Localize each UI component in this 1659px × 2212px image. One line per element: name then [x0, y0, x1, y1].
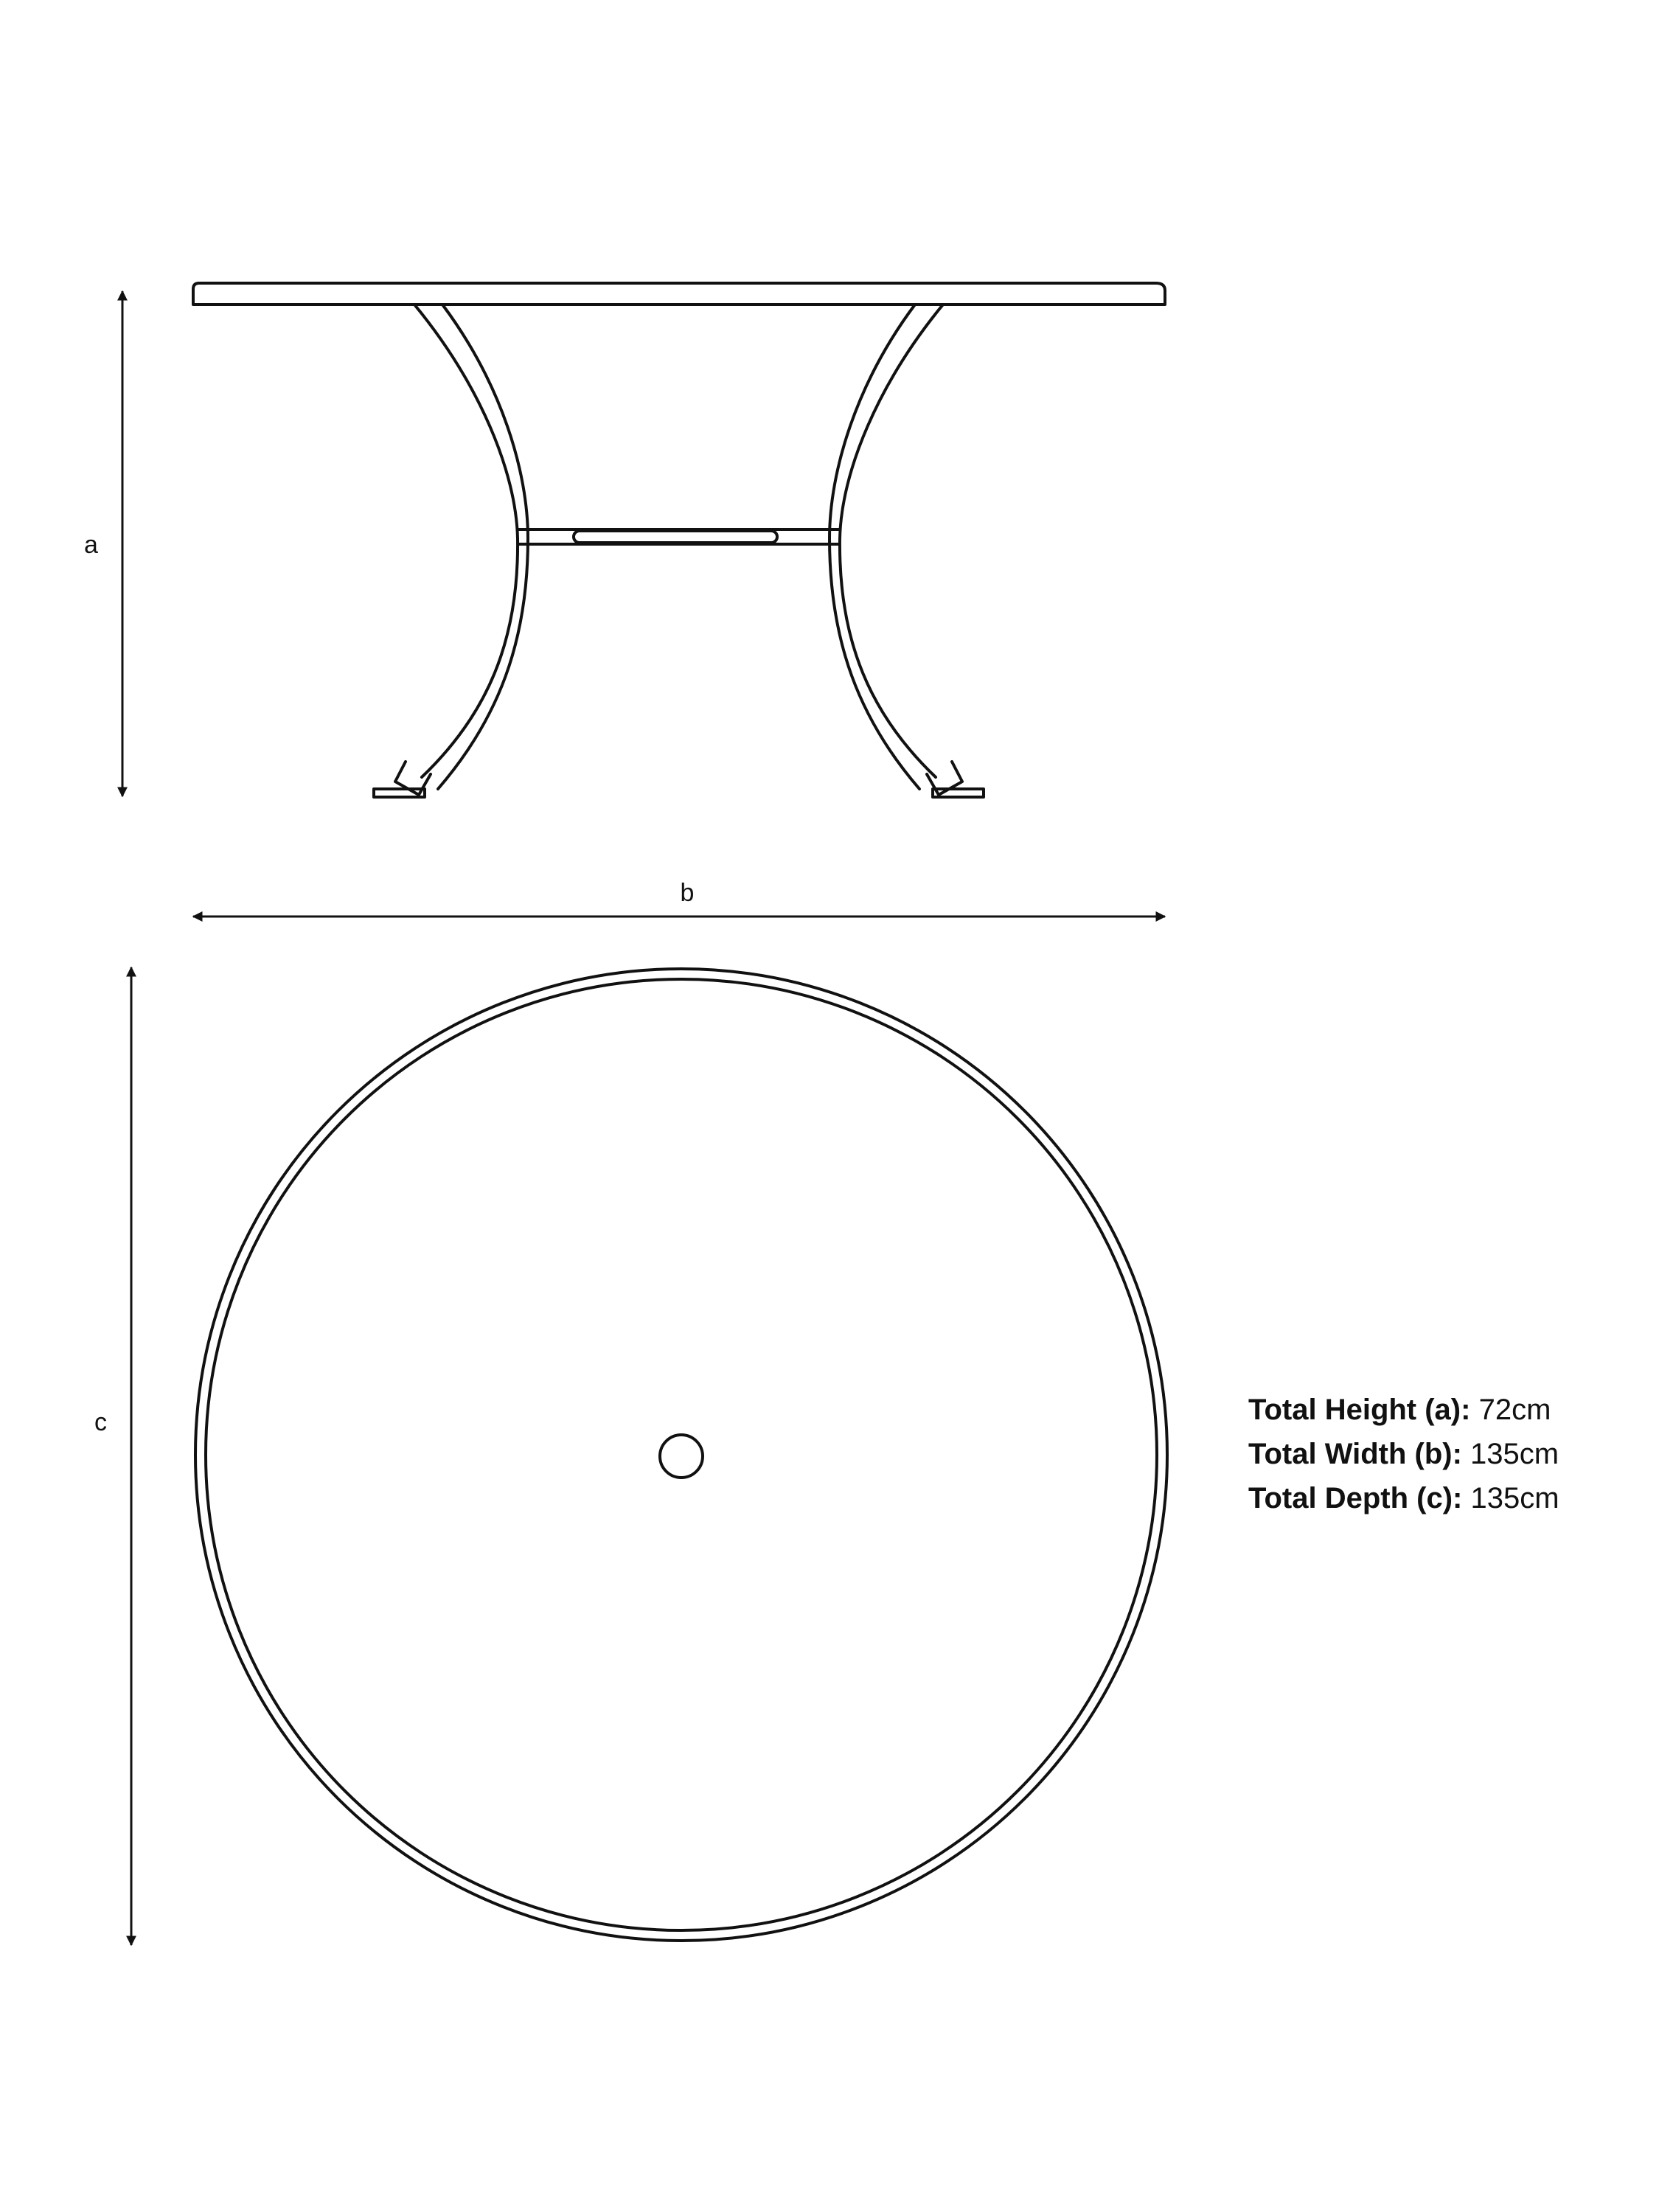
spec-depth-value: 135cm	[1470, 1482, 1559, 1514]
spec-height	[1248, 1388, 1559, 1432]
left-leg	[374, 305, 528, 797]
parasol-hole	[660, 1435, 703, 1478]
spec-depth	[1248, 1476, 1559, 1520]
width-dimension	[193, 879, 1165, 917]
depth-label: c	[94, 1408, 107, 1436]
depth-dimension	[94, 967, 131, 1945]
spec-height-value: 72cm	[1478, 1394, 1551, 1426]
plan-view	[195, 969, 1167, 1941]
spec-width	[1248, 1432, 1559, 1476]
table-top-inner-edge	[206, 979, 1157, 1930]
spec-depth-key: Total Depth (c):	[1248, 1482, 1463, 1514]
dimension-specs	[1248, 1388, 1559, 1520]
side-elevation-view	[193, 283, 1165, 797]
table-top-edge	[193, 283, 1165, 305]
right-leg	[830, 305, 984, 797]
spec-width-key: Total Width (b):	[1248, 1438, 1462, 1470]
height-dimension	[84, 291, 122, 796]
width-label: b	[680, 879, 695, 907]
cross-stretcher	[518, 529, 838, 544]
spec-width-value: 135cm	[1470, 1438, 1559, 1470]
spec-height-key: Total Height (a):	[1248, 1394, 1471, 1426]
height-label: a	[84, 531, 98, 559]
table-top-outer-edge	[195, 969, 1167, 1941]
